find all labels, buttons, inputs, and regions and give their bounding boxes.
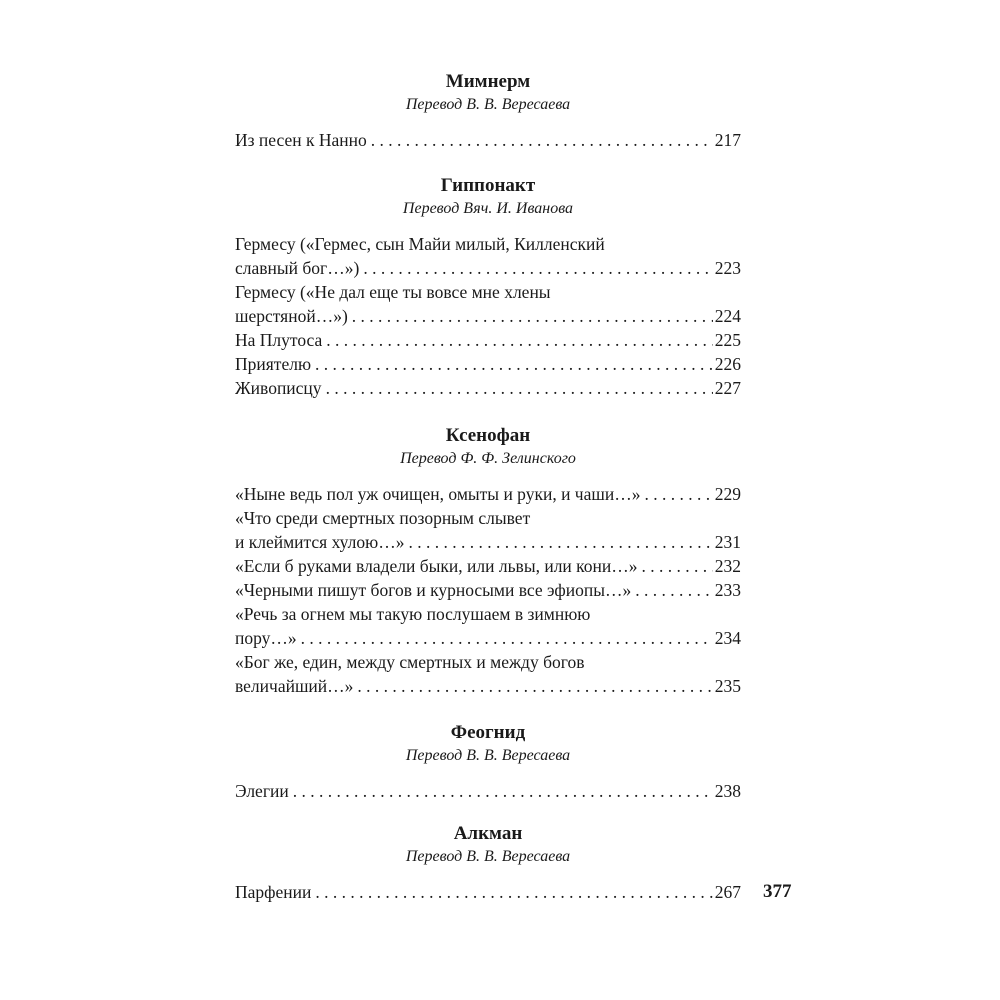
entry-page-number: 227 bbox=[714, 378, 741, 398]
author-heading: Мимнерм bbox=[445, 71, 531, 92]
entry-title: Парфении bbox=[235, 882, 312, 902]
dot-leader bbox=[363, 256, 712, 280]
dot-leader bbox=[644, 482, 712, 506]
dot-leader bbox=[371, 128, 713, 152]
toc-entry bbox=[235, 554, 741, 578]
entry-page-number: 231 bbox=[714, 532, 741, 552]
dot-leader bbox=[301, 626, 713, 650]
toc-entry bbox=[235, 128, 741, 152]
translator-credit: Перевод Ф. Ф. Зелинского bbox=[400, 450, 576, 467]
toc-entry bbox=[235, 506, 741, 554]
entry-page-number: 238 bbox=[714, 781, 741, 801]
entry-title: величайший…» bbox=[235, 676, 354, 696]
entry-title: «Если б руками владели быки, или львы, или кони…» bbox=[235, 556, 638, 576]
dot-leader bbox=[408, 530, 712, 554]
toc-section-alcman bbox=[235, 822, 741, 904]
entry-page-number: 233 bbox=[714, 580, 741, 600]
author-heading: Алкман bbox=[453, 823, 523, 844]
toc-section-hipponax bbox=[235, 174, 741, 400]
entry-page-number: 225 bbox=[714, 330, 741, 350]
entry-page-number: 232 bbox=[714, 556, 741, 576]
entry-title-line: Гермесу («Гермес, сын Майи милый, Килленский bbox=[235, 234, 605, 254]
entry-title: и клеймится хулою…» bbox=[235, 532, 405, 552]
toc-entry bbox=[235, 328, 741, 352]
toc-section-xenophanes bbox=[235, 424, 741, 698]
entry-page-number: 234 bbox=[714, 628, 741, 648]
entry-title: «Ныне ведь пол уж очищен, омыты и руки, и чаши…» bbox=[235, 484, 641, 504]
entry-title-line: «Речь за огнем мы такую послушаем в зимнюю bbox=[235, 604, 591, 624]
entry-title: пору…» bbox=[235, 628, 297, 648]
entry-title: «Черными пишут богов и курносыми все эфиопы…» bbox=[235, 580, 632, 600]
entry-title-line: «Бог же, един, между смертных и между богов bbox=[235, 652, 585, 672]
dot-leader bbox=[315, 352, 713, 376]
entry-title: Живописцу bbox=[235, 378, 322, 398]
entry-title-line: «Что среди смертных позорным слывет bbox=[235, 508, 531, 528]
translator-credit: Перевод В. В. Вересаева bbox=[405, 848, 571, 865]
entry-title: шерстяной…») bbox=[235, 306, 348, 326]
dot-leader bbox=[326, 328, 712, 352]
author-heading: Феогнид bbox=[450, 722, 526, 743]
toc-entry bbox=[235, 650, 741, 698]
toc-entry bbox=[235, 602, 741, 650]
toc-entry bbox=[235, 232, 741, 280]
entry-title: Из песен к Нанно bbox=[235, 130, 367, 150]
toc-section-theognis bbox=[235, 721, 741, 803]
author-heading: Ксенофан bbox=[445, 425, 531, 446]
toc-entry bbox=[235, 880, 741, 904]
author-heading: Гиппонакт bbox=[440, 175, 536, 196]
toc-entry bbox=[235, 352, 741, 376]
entry-page-number: 223 bbox=[714, 258, 741, 278]
dot-leader bbox=[352, 304, 713, 328]
toc-entry bbox=[235, 280, 741, 328]
entry-page-number: 226 bbox=[714, 354, 741, 374]
toc-entry bbox=[235, 578, 741, 602]
dot-leader bbox=[642, 554, 713, 578]
translator-credit: Перевод В. В. Вересаева bbox=[405, 747, 571, 764]
entry-title: Элегии bbox=[235, 781, 289, 801]
toc-section-mimnermus bbox=[235, 70, 741, 152]
toc-entry bbox=[235, 376, 741, 400]
toc-entry bbox=[235, 482, 741, 506]
page-number: 377 bbox=[763, 881, 792, 902]
entry-page-number: 224 bbox=[714, 306, 741, 326]
dot-leader bbox=[326, 376, 713, 400]
translator-credit: Перевод Вяч. И. Иванова bbox=[402, 200, 574, 217]
entry-title-line: Гермесу («Не дал еще ты вовсе мне хлены bbox=[235, 282, 551, 302]
entry-title: На Плутоса bbox=[235, 330, 323, 350]
dot-leader bbox=[293, 779, 713, 803]
dot-leader bbox=[357, 674, 712, 698]
entry-title: Приятелю bbox=[235, 354, 312, 374]
dot-leader bbox=[635, 578, 713, 602]
entry-page-number: 217 bbox=[714, 130, 741, 150]
entry-page-number: 235 bbox=[714, 676, 741, 696]
toc-entry bbox=[235, 779, 741, 803]
entry-title: славный бог…») bbox=[235, 258, 360, 278]
dot-leader bbox=[315, 880, 712, 904]
entry-page-number: 229 bbox=[714, 484, 741, 504]
entry-page-number: 267 bbox=[714, 882, 741, 902]
translator-credit: Перевод В. В. Вересаева bbox=[405, 96, 571, 113]
